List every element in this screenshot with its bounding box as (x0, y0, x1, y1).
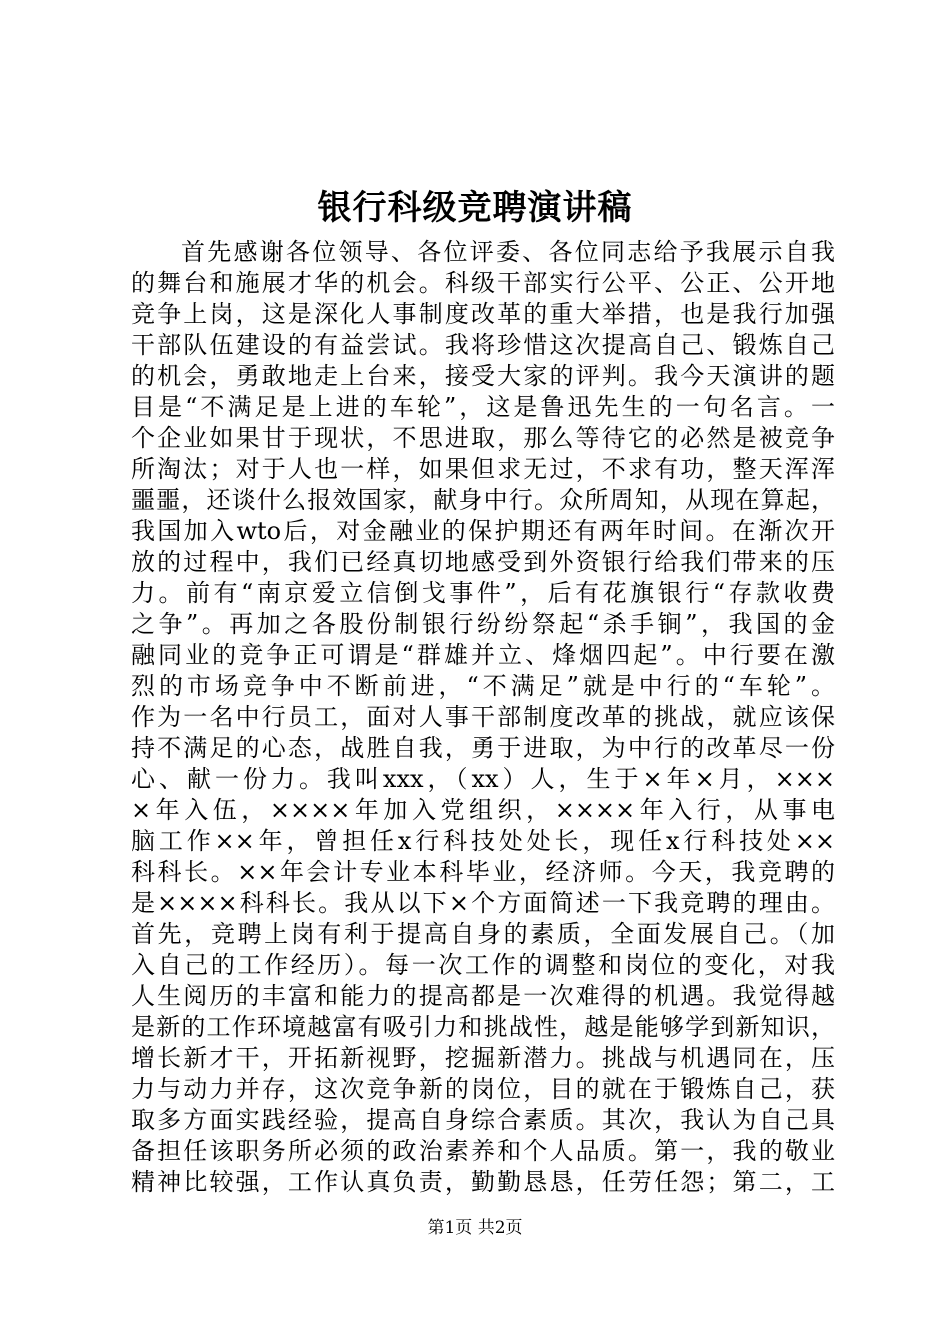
body-line: 力与动力并存，这次竞争新的岗位，目的就在于锻炼自己，获 (131, 1075, 835, 1103)
body-line: 增长新才干，开拓新视野，挖掘新潜力。挑战与机遇同在，压 (131, 1044, 835, 1072)
body-line: 首先，竞聘上岗有利于提高自身的素质，全面发展自己。（加 (131, 920, 835, 948)
body-line: 脑工作××年，曾担任x行科技处处长，现任x行科技处×× (131, 827, 835, 855)
body-line: 力。前有“南京爱立信倒戈事件”，后有花旗银行“存款收费 (131, 579, 835, 607)
body-line: 融同业的竞争正可谓是“群雄并立、烽烟四起”。中行要在激 (131, 641, 835, 669)
body-line: 人生阅历的丰富和能力的提高都是一次难得的机遇。我觉得越 (131, 982, 835, 1010)
body-line: 首先感谢各位领导、各位评委、各位同志给予我展示自我 (181, 238, 835, 266)
body-line: 目是“不满足是上进的车轮”，这是鲁迅先生的一句名言。一 (131, 393, 835, 421)
body-line: 的机会，勇敢地走上台来，接受大家的评判。我今天演讲的题 (131, 362, 835, 390)
body-line: 放的过程中，我们已经真切地感受到外资银行给我们带来的压 (131, 548, 835, 576)
page-footer: 第1页 共2页 (427, 1218, 523, 1238)
body-line: 精神比较强，工作认真负责，勤勤恳恳，任劳任怨；第二，工 (131, 1168, 835, 1196)
body-line: 心、献一份力。我叫xxx，（xx）人，生于×年×月，××× (131, 765, 835, 793)
body-line: 个企业如果甘于现状，不思进取，那么等待它的必然是被竞争 (131, 424, 835, 452)
document-title: 银行科级竞聘演讲稿 (317, 188, 633, 228)
body-line: 烈的市场竞争中不断前进，“不满足”就是中行的“车轮”。 (131, 672, 835, 700)
body-line: 持不满足的心态，战胜自我，勇于进取，为中行的改革尽一份 (131, 734, 835, 762)
body-line: 竞争上岗，这是深化人事制度改革的重大举措，也是我行加强 (131, 300, 835, 328)
body-line: 入自己的工作经历）。每一次工作的调整和岗位的变化，对我 (131, 951, 835, 979)
body-line: 噩噩，还谈什么报效国家，献身中行。众所周知，从现在算起， (131, 486, 835, 514)
body-line: 备担任该职务所必须的政治素养和个人品质。第一，我的敬业 (131, 1137, 835, 1165)
body-line: 科科长。××年会计专业本科毕业，经济师。今天，我竞聘的 (131, 858, 835, 886)
body-line: 干部队伍建设的有益尝试。我将珍惜这次提高自己、锻炼自己 (131, 331, 835, 359)
document-body (131, 237, 835, 1198)
body-line: 是××××科科长。我从以下×个方面简述一下我竞聘的理由。 (131, 889, 835, 917)
body-line: ×年入伍，××××年加入党组织，××××年入行，从事电 (131, 796, 835, 824)
body-line: 作为一名中行员工，面对人事干部制度改革的挑战，就应该保 (131, 703, 835, 731)
body-line: 是新的工作环境越富有吸引力和挑战性，越是能够学到新知识， (131, 1013, 835, 1041)
body-line: 取多方面实践经验，提高自身综合素质。其次，我认为自己具 (131, 1106, 835, 1134)
body-line: 所淘汰；对于人也一样，如果但求无过，不求有功，整天浑浑 (131, 455, 835, 483)
body-line: 的舞台和施展才华的机会。科级干部实行公平、公正、公开地 (131, 269, 835, 297)
body-line: 我国加入wto后，对金融业的保护期还有两年时间。在渐次开 (131, 517, 835, 545)
body-line: 之争”。再加之各股份制银行纷纷祭起“杀手锏”，我国的金 (131, 610, 835, 638)
